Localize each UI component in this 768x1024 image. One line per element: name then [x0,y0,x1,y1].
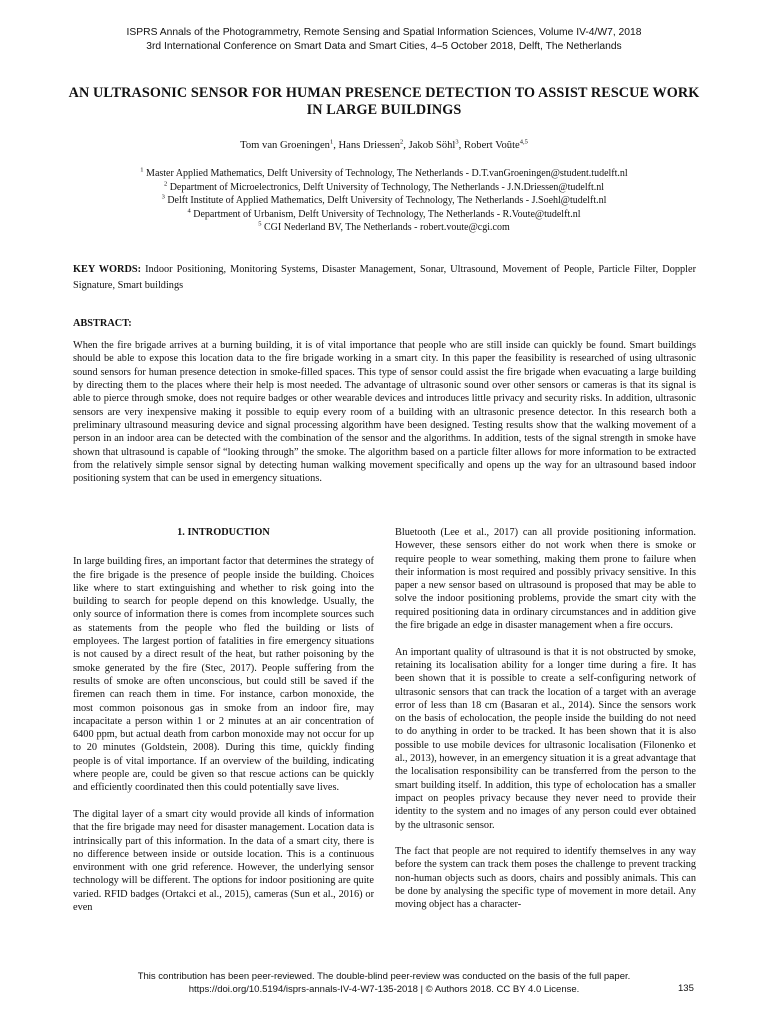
author-name: Robert Voûte [463,140,520,151]
doi-line[interactable]: https://doi.org/10.5194/isprs-annals-IV-4-W7-135-2018 | © Authors 2018. CC BY 4.0 License. [188,984,580,995]
paragraph: The digital layer of a smart city would provide all kinds of information that the fire brigade may need for disaster management. Location data is intrinsically part of this information. In the data of a smart city, there is no difference between inside or outside location. This is a continuous environment with one grid reference. However, the underlying sensor technology will be different. The options for indoor positioning are quite varied. RFID badges (Ortakci et al., 2015), cameras (Sun et al., 2016) or even [73,808,374,914]
author-name: Tom van Groeningen [240,140,330,151]
left-column [73,526,374,914]
page-footer [0,970,768,996]
affiliation: $^3$ Delft Institute of Applied Mathematics, Delft University of Technology, The Netherlands - J.Soehl@tudelft.nl [161,193,607,207]
paragraph: The fact that people are not required to identify themselves in any way before the system can track them poses the challenge to prevent tracking non-human objects such as doors, chairs and possibly animals. This can be done by analysing the specific type of movement in more detail. Any moving object has a character- [395,846,696,911]
keywords [73,262,696,293]
affiliation: $^1$ Master Applied Mathematics, Delft University of Technology, The Netherlands - D.T.vanGroeningen@student.tudelft.nl [140,166,628,179]
paragraph: An important quality of ultrasound is that it is not obstructed by smoke, retaining its localisation ability for a longer time during a fire. It has been shown that it is possible to create a self-configuring network of ultrasonic sensors that can track the location of a target with an average error of less than 18 cm (Basaran et al., 2014). Since the sensors work on the basis of echolocation, the people inside the building do not need to do anything in order to be tracked. It has been shown that it is also possible to use mobile devices for ultrasonic localisation (Filonenko et al., 2013), however, in an emergency situation it is a great advantage that the localisation responsibility can be transferred from the person to the smart building itself. In addition, this type of echolocation has a smaller impact on peoples privacy because they never need to provide their identity to the system and no images of any person could ever obtained by the ultrasonic sensor. [395,646,696,831]
author-affil-sup: 3 [455,138,459,146]
journal-header [0,26,768,54]
author-list: Tom van Groeningen$^1$, Hans Driessen$^2$, Jakob Söhl$^3$, Robert Voûte$^{4,5}$ [240,138,528,151]
section-title: 1. INTRODUCTION [177,527,270,538]
journal-header-line1: ISPRS Annals of the Photogrammetry, Remote Sensing and Spatial Information Sciences, Volume IV-4/W7, 2018 [126,27,642,38]
paragraph: In large building fires, an important factor that determines the strategy of the fire brigade is the presence of people inside the building. Choices like where to start extinguishing and whether to risk going into the building to search for people depend on this knowledge. Usually, the only source of information there is comes from incomplete sources such as statements from the people who fled the building or lists of employees. The largest portion of fatalities in fire emergency situations is not caused by a direct result of the heat, but rather poisoning by the smoke generated by the fire (Stec, 2017). People suffering from the results of smoke are often unconscious, but could still be saved if the firemen can reach them in time. For instance, carbon monoxide, the most common poisonous gas in smoke from an indoor fire, may incapacitate a person within 1 or 2 minutes at an air concentration of 6400 ppm, but actual death from carbon monoxide may not occur for up to 20 minutes (Goldstein, 2008). During this time, quickly finding people is of vital importance. If an overview of the building, indicating where people are, could be given so that rescue actions can be quickly and efficiently coordinated then this could potentially save lives. [73,556,374,794]
page-number: 135 [678,983,694,994]
right-column [395,526,696,912]
author-affil-sup: 1 [329,138,334,146]
affiliation: $^2$ Department of Microelectronics, Delft University of Technology, The Netherlands - J.N.Driessen@tudelft.nl [163,180,605,193]
author-affil-sup: 2 [400,138,404,146]
abstract-text: When the fire brigade arrives at a burning building, it is of vital importance that people who are still inside can quickly be found. Smart buildings should be able to expose this location data to the fire brigade working in a smart city. In this paper the feasibility is researched of using ultrasonic sound sensors for human presence detection in smoke-filled spaces. This type of sensor could assist the fire brigade when evacuating a large building by directing them to the places where their help is most needed. The advantage of ultrasonic sound over other sensors or cameras is that its signal is able to pierce through smoke, does not require badges or other wearable devices and introduces little privacy and security risks. In addition, ultrasonic sensors are very inexpensive making it possible to equip every room of a building with an ultrasonic presence detector. In this research both a preliminary ultrasound measuring device and signal processing algorithm have been designed. Testing results show that the walking movement of a person in an indoor area can be detected with the combination of the sensor and the algorithms. In addition, tests of the signal strength in smoke have shown that ultrasound is capable of “looking through” the smoke. The algorithm based on a particle filter allows for more information to be extracted from the relatively simple sensor signal by detecting human walking movement specifically and opens up the way for an ultrasound based indoor positioning system that can be used in emergency situations. [73,340,696,485]
affiliation-list [0,167,768,235]
paper-title: AN ULTRASONIC SENSOR FOR HUMAN PRESENCE DETECTION TO ASSIST RESCUE WORK IN LARGE BUILDINGS [68,85,700,118]
affiliation: $^5$ CGI Nederland BV, The Netherlands - robert.voute@cgi.com [258,221,510,234]
author-name: Hans Driessen [338,140,401,151]
author-name: Jakob Söhl [408,140,456,151]
keywords-text: Indoor Positioning, Monitoring Systems, Disaster Management, Sonar, Ultrasound, Movement of People, Particle Filter, Doppler Signature, Smart buildings [73,264,696,291]
keywords-label: KEY WORDS: [73,264,142,275]
paragraph: Bluetooth (Lee et al., 2017) can all provide positioning information. However, these sensors either do not work when there is smoke or require people to wear something, making them prone to failure when their information is most required and possibly privacy sensitive. In this paper a new sensor based on ultrasound is proposed that may be able to solve the indoor positioning problems, provide the smart city with the required positioning data in ordinary circumstances and in addition give the fire brigade an edge in disaster management when a fire occurs. [395,527,696,632]
journal-header-line2: 3rd International Conference on Smart Data and Smart Cities, 4–5 October 2018, Delft, The Netherlands [146,41,622,52]
author-affil-sup: 4,5 [519,138,528,146]
affiliation: $^4$ Department of Urbanism, Delft University of Technology, The Netherlands - R.Voute@tudelft.nl [187,207,581,220]
abstract-heading: ABSTRACT: [73,318,132,329]
peer-review-note: This contribution has been peer-reviewed. The double-blind peer-review was conducted on the basis of the full paper. [137,971,631,982]
